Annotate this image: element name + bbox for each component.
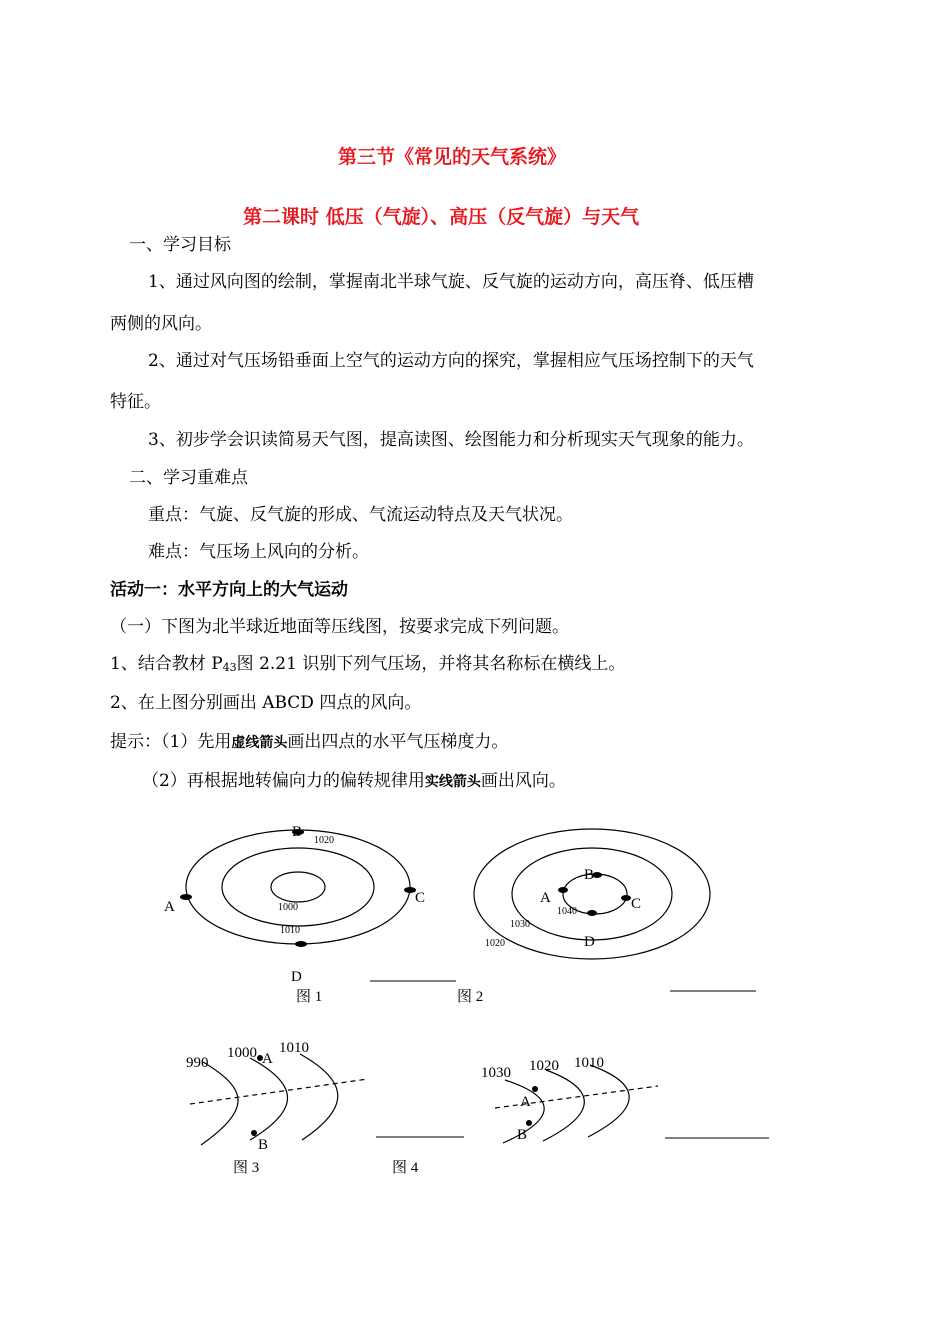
fig1-isobar-1020: 1020: [314, 835, 334, 846]
key-heading: 二、学习重难点: [129, 468, 248, 488]
fig4-isobar-1010: [588, 1065, 629, 1137]
fig2-isobar-1040: 1040: [557, 906, 577, 917]
fig1-caption: 图 1: [296, 989, 323, 1005]
fig4-label-b: B: [517, 1127, 528, 1143]
fig1-point-a-dot: [180, 894, 192, 900]
fig3-isobar-990-label: 990: [186, 1055, 209, 1071]
fig2-point-a-dot: [558, 887, 568, 893]
fig1-isobar-1000: 1000: [278, 902, 298, 913]
goals-heading: 一、学习目标: [129, 235, 231, 255]
fig3-isobar-1010-label: 1010: [279, 1040, 309, 1056]
fig4-caption: 图 4: [392, 1160, 419, 1176]
goal2-line1: 2、通过对气压场铅垂面上空气的运动方向的探究，掌握相应气压场控制下的天气: [148, 351, 754, 371]
question-intro: （一）下图为北半球近地面等压线图，按要求完成下列问题。: [110, 617, 569, 637]
key-point: 重点：气旋、反气旋的形成、气流运动特点及天气状况。: [148, 505, 573, 525]
fig2-isobar-middle: [512, 848, 672, 940]
fig1-label-a: A: [164, 899, 175, 915]
fig4-point-a-dot: [532, 1086, 538, 1092]
fig4-isobar-1020-label: 1020: [529, 1058, 559, 1074]
fig4-isobar-1010-label: 1010: [574, 1055, 604, 1071]
fig2-label-c: C: [631, 896, 642, 912]
goal3: 3、初步学会识读简易天气图，提高读图、绘图能力和分析现实天气现象的能力。: [148, 430, 754, 450]
page-subtitle: 第二课时 低压（气旋）、高压（反气旋）与天气: [243, 206, 640, 228]
fig3-caption: 图 3: [233, 1160, 260, 1176]
fig3-isobar-990: [201, 1062, 238, 1145]
question-1: 1、结合教材 $P_{43}$图 2.21 识别下列气压场，并将其名称标在横线上。: [110, 654, 626, 674]
goal1-line1: 1、通过风向图的绘制，掌握南北半球气旋、反气旋的运动方向，高压脊、低压槽: [148, 272, 754, 292]
fig3-label-b: B: [258, 1137, 269, 1153]
fig3-isobar-1000-label: 1000: [227, 1045, 257, 1061]
tip-1: 提示：（1）先用虚线箭头画出四点的水平气压梯度力。: [110, 732, 509, 752]
fig2-label-d: D: [584, 934, 595, 950]
fig2-point-d-dot: [587, 910, 597, 916]
fig2-isobar-1020: 1020: [485, 938, 505, 949]
difficult-point: 难点：气压场上风向的分析。: [148, 542, 369, 562]
fig2-label-b: B: [584, 867, 595, 883]
goal1-line2: 两侧的风向。: [110, 314, 212, 334]
fig1-label-d: D: [291, 969, 302, 985]
fig1-isobar-inner: [271, 872, 325, 902]
fig1-label-b: B: [292, 824, 303, 840]
fig1-isobar-1010: 1010: [280, 925, 300, 936]
fig1-isobar-middle: [222, 848, 374, 926]
fig3-point-b-dot: [251, 1130, 257, 1136]
fig3-isobar-1000: [250, 1058, 288, 1140]
question-2: 2、在上图分别画出 ABCD 四点的风向。: [110, 693, 422, 713]
fig2-label-a: A: [540, 890, 551, 906]
page-title: 第三节《常见的天气系统》: [338, 146, 567, 168]
tip-2: （2）再根据地转偏向力的偏转规律用实线箭头画出风向。: [142, 771, 566, 791]
fig3-trough-axis: [190, 1079, 368, 1104]
fig3-label-a: A: [262, 1051, 273, 1067]
fig4-isobar-1020: [543, 1070, 584, 1141]
figure-3: [190, 1054, 368, 1145]
fig3-isobar-1010: [300, 1054, 338, 1140]
fig1-label-c: C: [415, 890, 426, 906]
goal2-line2: 特征。: [110, 392, 161, 412]
fig2-isobar-1030: 1030: [510, 919, 530, 930]
fig4-isobar-1030-label: 1030: [481, 1065, 511, 1081]
fig1-point-d-dot: [295, 941, 307, 947]
fig4-point-b-dot: [526, 1120, 532, 1126]
activity-heading: 活动一：水平方向上的大气运动: [110, 580, 348, 600]
fig2-point-c-dot: [621, 895, 631, 901]
fig2-caption: 图 2: [457, 989, 484, 1005]
fig4-label-a: A: [520, 1094, 531, 1110]
